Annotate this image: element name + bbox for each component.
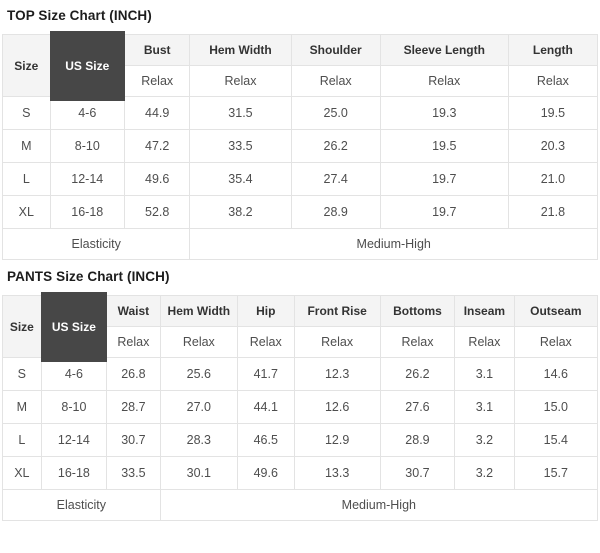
top-size-chart-section	[2, 8, 598, 260]
size-row-s	[3, 97, 598, 130]
elasticity-value-cell: Medium-High	[190, 229, 598, 260]
header-row	[3, 296, 598, 327]
measurement-value-cell: 25.0	[291, 97, 380, 130]
measurement-column-header: Hip	[238, 296, 295, 327]
size-row-xl	[3, 457, 598, 490]
size-column-header: Size	[3, 296, 42, 358]
us-size-cell: 12-14	[41, 424, 106, 457]
measurement-value-cell: 13.3	[294, 457, 380, 490]
measurement-value-cell: 21.0	[508, 163, 597, 196]
us-size-highlight-box	[50, 31, 125, 101]
measurement-value-cell: 28.9	[291, 196, 380, 229]
measurement-column-header: Inseam	[455, 296, 515, 327]
measurement-value-cell: 33.5	[107, 457, 161, 490]
measurement-value-cell: 19.5	[508, 97, 597, 130]
measurement-value-cell: 3.1	[455, 358, 515, 391]
us-size-column-header	[41, 296, 106, 358]
us-size-highlight-box	[41, 292, 107, 362]
elasticity-value-cell: Medium-High	[160, 490, 597, 521]
measurement-column-header: Sleeve Length	[380, 35, 508, 66]
elasticity-row	[3, 229, 598, 260]
size-cell: XL	[3, 196, 51, 229]
fit-type-cell: Relax	[294, 327, 380, 358]
elasticity-label-cell: Elasticity	[3, 229, 190, 260]
measurement-value-cell: 3.1	[455, 391, 515, 424]
measurement-value-cell: 28.9	[380, 424, 454, 457]
measurement-value-cell: 3.2	[455, 424, 515, 457]
measurement-value-cell: 19.5	[380, 130, 508, 163]
fit-type-cell: Relax	[190, 66, 291, 97]
size-column-header: Size	[3, 35, 51, 97]
measurement-value-cell: 30.7	[107, 424, 161, 457]
measurement-value-cell: 19.7	[380, 163, 508, 196]
measurement-value-cell: 28.7	[107, 391, 161, 424]
measurement-value-cell: 21.8	[508, 196, 597, 229]
measurement-column-header: Hem Width	[160, 296, 237, 327]
measurement-column-header: Bust	[124, 35, 189, 66]
fit-type-cell: Relax	[380, 66, 508, 97]
elasticity-label-cell: Elasticity	[3, 490, 161, 521]
size-row-m	[3, 391, 598, 424]
us-size-cell: 8-10	[41, 391, 106, 424]
fit-type-cell: Relax	[508, 66, 597, 97]
measurement-column-header: Shoulder	[291, 35, 380, 66]
pants-size-chart-title: PANTS Size Chart (INCH)	[7, 269, 170, 284]
size-row-xl	[3, 196, 598, 229]
fit-type-cell: Relax	[380, 327, 454, 358]
us-size-cell: 16-18	[41, 457, 106, 490]
fit-type-cell: Relax	[291, 66, 380, 97]
measurement-value-cell: 20.3	[508, 130, 597, 163]
size-cell: S	[3, 358, 42, 391]
us-size-cell: 12-14	[50, 163, 124, 196]
measurement-column-header: Hem Width	[190, 35, 291, 66]
measurement-value-cell: 12.9	[294, 424, 380, 457]
measurement-value-cell: 26.8	[107, 358, 161, 391]
fit-type-cell: Relax	[107, 327, 161, 358]
measurement-value-cell: 44.1	[238, 391, 295, 424]
measurement-column-header: Waist	[107, 296, 161, 327]
measurement-value-cell: 15.4	[514, 424, 597, 457]
measurement-value-cell: 25.6	[160, 358, 237, 391]
measurement-value-cell: 44.9	[124, 97, 189, 130]
us-size-cell: 4-6	[50, 97, 124, 130]
measurement-value-cell: 30.1	[160, 457, 237, 490]
measurement-value-cell: 12.3	[294, 358, 380, 391]
pants-size-chart-section	[2, 269, 598, 521]
fit-type-cell: Relax	[160, 327, 237, 358]
measurement-value-cell: 49.6	[124, 163, 189, 196]
measurement-value-cell: 33.5	[190, 130, 291, 163]
measurement-value-cell: 19.7	[380, 196, 508, 229]
measurement-value-cell: 30.7	[380, 457, 454, 490]
size-cell: L	[3, 424, 42, 457]
measurement-value-cell: 15.7	[514, 457, 597, 490]
measurement-value-cell: 31.5	[190, 97, 291, 130]
measurement-value-cell: 15.0	[514, 391, 597, 424]
size-row-m	[3, 130, 598, 163]
size-cell: L	[3, 163, 51, 196]
measurement-value-cell: 52.8	[124, 196, 189, 229]
measurement-column-header: Outseam	[514, 296, 597, 327]
measurement-value-cell: 47.2	[124, 130, 189, 163]
measurement-value-cell: 41.7	[238, 358, 295, 391]
measurement-value-cell: 14.6	[514, 358, 597, 391]
us-size-cell: 16-18	[50, 196, 124, 229]
measurement-value-cell: 35.4	[190, 163, 291, 196]
measurement-value-cell: 3.2	[455, 457, 515, 490]
us-size-label: US Size	[51, 320, 96, 334]
size-cell: S	[3, 97, 51, 130]
us-size-column-header	[50, 35, 124, 97]
measurement-value-cell: 12.6	[294, 391, 380, 424]
top-size-chart-table	[2, 34, 598, 260]
elasticity-row	[3, 490, 598, 521]
top-size-chart-title: TOP Size Chart (INCH)	[7, 8, 152, 23]
size-row-l	[3, 424, 598, 457]
measurement-value-cell: 28.3	[160, 424, 237, 457]
measurement-value-cell: 38.2	[190, 196, 291, 229]
fit-type-cell: Relax	[124, 66, 189, 97]
measurement-value-cell: 26.2	[380, 358, 454, 391]
measurement-value-cell: 49.6	[238, 457, 295, 490]
size-cell: XL	[3, 457, 42, 490]
measurement-value-cell: 27.4	[291, 163, 380, 196]
size-cell: M	[3, 130, 51, 163]
us-size-cell: 8-10	[50, 130, 124, 163]
measurement-value-cell: 27.0	[160, 391, 237, 424]
measurement-value-cell: 26.2	[291, 130, 380, 163]
measurement-column-header: Length	[508, 35, 597, 66]
fit-type-cell: Relax	[238, 327, 295, 358]
measurement-column-header: Front Rise	[294, 296, 380, 327]
us-size-label: US Size	[65, 59, 110, 73]
measurement-value-cell: 19.3	[380, 97, 508, 130]
measurement-value-cell: 46.5	[238, 424, 295, 457]
size-row-s	[3, 358, 598, 391]
size-row-l	[3, 163, 598, 196]
measurement-column-header: Bottoms	[380, 296, 454, 327]
measurement-value-cell: 27.6	[380, 391, 454, 424]
fit-type-cell: Relax	[455, 327, 515, 358]
fit-type-cell: Relax	[514, 327, 597, 358]
header-row	[3, 35, 598, 66]
size-cell: M	[3, 391, 42, 424]
pants-size-chart-table	[2, 295, 598, 521]
us-size-cell: 4-6	[41, 358, 106, 391]
